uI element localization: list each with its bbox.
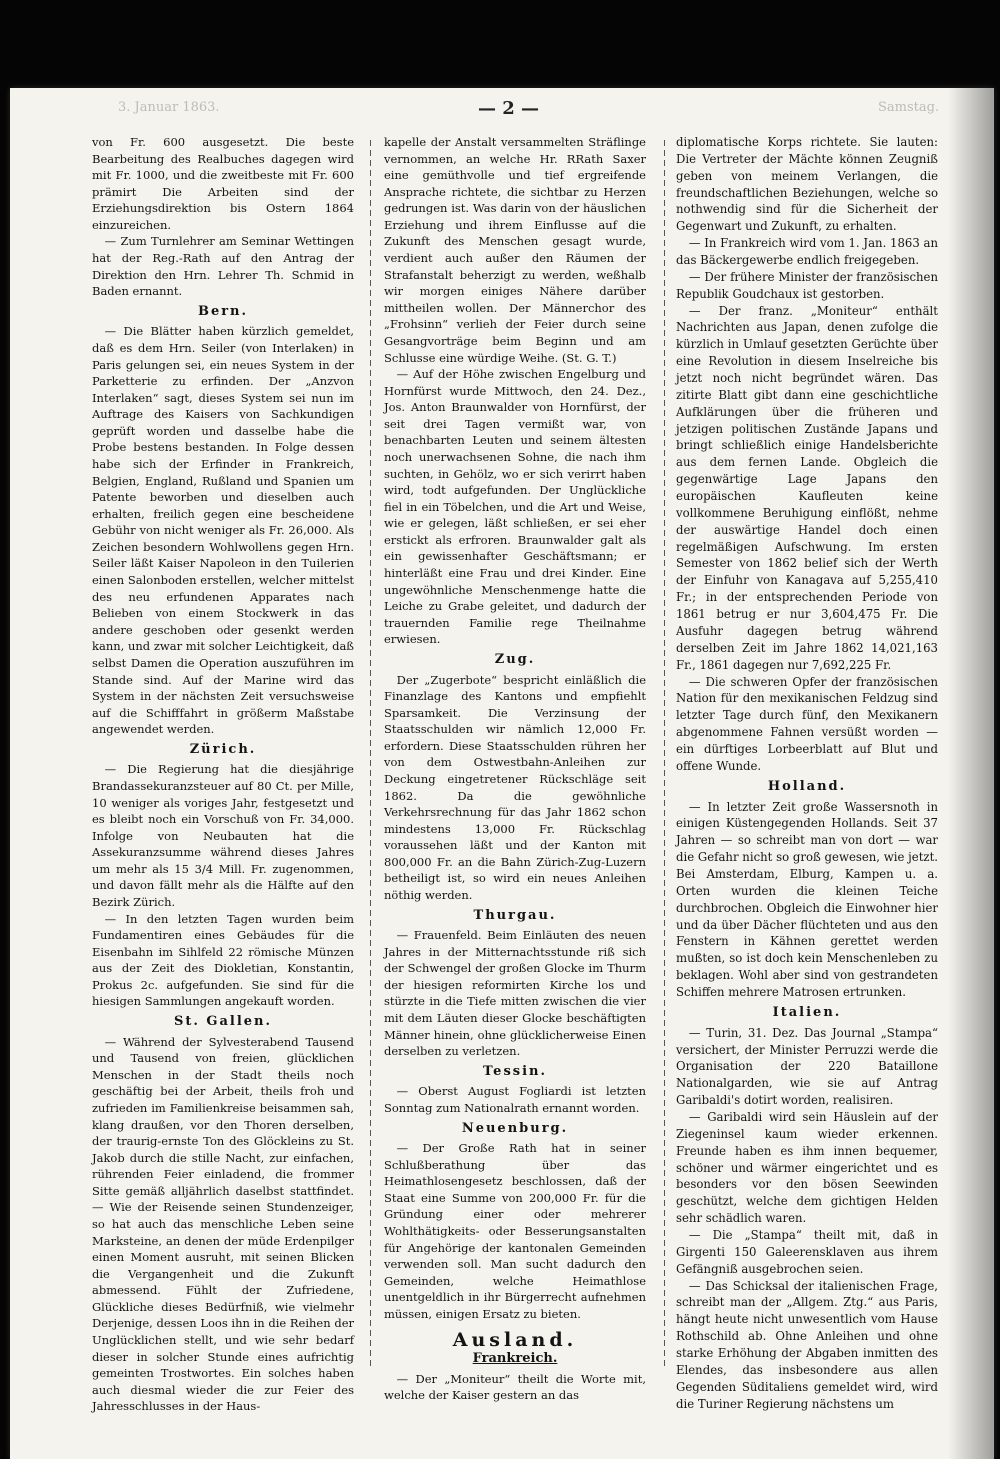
section-heading-st-gallen: St. Gallen. xyxy=(173,1014,273,1030)
section-heading-italien: Italien. xyxy=(772,1004,842,1020)
article-paragraph: — In Frankreich wird vom 1. Jan. 1863 an das Bäckergewerbe endlich freigegeben. xyxy=(676,236,938,268)
column-right xyxy=(676,134,938,1412)
article-paragraph: — Garibaldi wird sein Häuslein auf der Ziegeninsel kaum wieder erkennen. Freunde haben es ihm innen bequemer, schöner und wärmer eingerichtet und es besonders vor den bösen Seewinden geschützt, welche dem gichtigen Helden sehr schädlich waren. xyxy=(676,1109,938,1226)
section-heading-bern: Bern. xyxy=(197,303,249,319)
article-paragraph: — Die Blätter haben kürzlich gemeldet, daß es dem Hrn. Seiler (von Interlaken) in Paris gelungen sei, ein neues System in der Parketterie zu erfinden. Der „Anzvon Interlaken“ sagt, dieses System sei nun im Auftrage des Kaisers von Sachkundigen geprüft worden und dasselbe habe die Probe bestens bestanden. In Folge dessen habe sich der Erfinder in Frankreich, Belgien, England, Rußland und Spanien um Patente beworben und dieselben auch erhalten, freilich gegen eine bescheidene Gebühr von nicht weniger als Fr. 26,000. Als Zeichen besondern Wohlwollens gegen Hrn. Seiler läßt Kaiser Napoleon in den Tuilerien einen Salonboden erstellen, welcher mittelst des neu erfundenen Apparates nach Belieben von einem Stockwerk in das andere geschoben oder gesenkt werden kann, und zwar mit solcher Leichtigkeit, daß selbst Damen die Operation auszuführen im Stande sind. Auf der Marine wird das System in der nächsten Zeit versuchsweise auf die Schifffahrt in größerm Maßstabe angewendet werden. xyxy=(92,324,354,737)
running-day: Samstag. xyxy=(878,100,940,115)
article-paragraph: — Zum Turnlehrer am Seminar Wettingen hat der Reg.-Rath auf den Antrag der Direktion den Hrn. Lehrer Th. Schmid in Baden ernannt. xyxy=(92,234,354,299)
article-paragraph: — Die Regierung hat die diesjährige Brandassekuranzsteuer auf 80 Ct. per Mille, 10 weniger als voriges Jahr, festgesetzt und es bleibt noch ein Vorschuß von Fr. 34,000. Infolge von Neubauten hat die Assekuranzsumme während dieses Jahres um mehr als 15 3/4 Mill. Fr. zugenommen, und davon fällt mehr als die Hälfte auf den Bezirk Zürich. xyxy=(92,762,354,910)
article-paragraph: — Das Schicksal der italienischen Frage, schreibt man der „Allgem. Ztg.“ aus Paris, hängt heute nicht unwesentlich vom Hause Rothschild ab. Ohne Anleihen und ohne starke Erhöhung der Abgaben inmitten des Elendes, das insbesondere aus allen Gegenden Süditaliens gemeldet wird, wird die Turiner Regierung nächstens um xyxy=(676,1278,938,1411)
section-heading-tessin: Tessin. xyxy=(482,1063,547,1079)
article-paragraph: von Fr. 600 ausgesetzt. Die beste Bearbeitung des Realbuches dagegen wird mit Fr. 1000, und die zweitbeste mit Fr. 600 prämirt Die Arbeiten sind der Erziehungsdirektion bis Ostern 1864 einzureichen. xyxy=(92,135,354,232)
section-heading-zuerich: Zürich. xyxy=(189,741,257,757)
article-paragraph: — Der franz. „Moniteur“ enthält Nachrichten aus Japan, denen zufolge die kürzlich in Umlauf gesetzten Gerüchte über eine Revolution in diesem Inselreiche bis jetzt noch nicht begründet wären. Das zitirte Blatt gibt dann eine geschichtliche Aufklärungen über die früheren und jetzigen politischen Zustände Japans und bringt schließlich einige Handelsberichte aus dem fernen Lande. Obgleich die gegenwärtige Lage Japans den europäischen Kaufleuten keine vollkommene Beruhigung einflößt, nehme der auswärtige Handel doch einen regelmäßigen Aufschwung. Im ersten Semester von 1862 belief sich der Werth der Einfuhr von Kanagava auf 5,255,410 Fr.; in der entsprechenden Periode von 1861 betrug er nur 3,604,475 Fr. Die Ausfuhr dagegen betrug während derselben Zeit im Jahre 1862 14,021,163 Fr., 1861 dagegen nur 7,692,225 Fr. xyxy=(676,303,938,672)
page-edge-shadow xyxy=(948,88,994,1459)
section-heading-frankreich: Frankreich. xyxy=(472,1351,558,1367)
article-paragraph: — Oberst August Fogliardi ist letzten Sonntag zum Nationalrath ernannt worden. xyxy=(384,1084,646,1115)
section-heading-holland: Holland. xyxy=(767,778,847,794)
article-paragraph: — In den letzten Tagen wurden beim Fundamentiren eines Gebäudes für die Eisenbahn im Sihlfeld 22 römische Münzen aus der Zeit des Diokletian, Konstantin, Prokus 2c. aufgefunden. Sie sind für die hiesigen Sammlungen angekauft worden. xyxy=(92,911,354,1009)
article-paragraph: — Auf der Höhe zwischen Engelburg und Hornfürst wurde Mittwoch, den 24. Dez., Jos. Anton Braunwalder von Hornfürst, der seit drei Tagen vermißt war, von benachbarten Leuten und seinem ältesten noch unerwachsenen Sohne, die nach ihm suchten, in Gehölz, wo er sich verirrt haben wird, todt aufgefunden. Der Unglückliche fiel in ein Töbelchen, und die Art und Weise, wie er gelegen, läßt schließen, er sei eher erstickt als erfroren. Braunwalder galt als ein gewissenhafter Geschäftsmann; er hinterläßt eine Frau und drei Kinder. Eine ungewöhnliche Menschenmenge hatte die Leiche zu Grabe geleitet, und dadurch der trauernden Familie rege Theilnahme erwiesen. xyxy=(384,367,646,647)
column-left xyxy=(92,134,354,1415)
section-heading-ausland: Ausland. xyxy=(452,1329,578,1352)
article-paragraph: — Die „Stampa“ theilt mit, daß in Girgenti 150 Galeerensklaven aus ihrem Gefängniß ausgebrochen seien. xyxy=(676,1228,938,1276)
article-paragraph: — Die schweren Opfer der französischen Nation für den mexikanischen Feldzug sind letzter Tage durch fünf, den Mexikanern abgenommene Fahnen versüßt worden — ein dürftiges Lorbeerblatt auf Blut und offene Wunde. xyxy=(676,674,938,773)
article-paragraph: kapelle der Anstalt versammelten Sträflinge vernommen, an welche Hr. RRath Saxer eine gemüthvolle und tief ergreifende Ansprache richtete, die sichtbar zu Herzen gedrungen ist. Was darin von der häuslichen Erziehung und ihrem Einflusse auf die Zukunft des Menschen gesagt wurde, verdient auch außer den Räumen der Strafanstalt beherzigt zu werden, weßhalb wir morgen einiges Nähere darüber mittheilen wollen. Der Männerchor des „Frohsinn“ verlieh der Feier durch seine Gesangvorträge beim Beginn und am Schlusse eine würdige Weihe. (St. G. T.) xyxy=(384,135,646,365)
article-paragraph: — Turin, 31. Dez. Das Journal „Stampa“ versichert, der Minister Perruzzi werde die Organisation der 220 Bataillone Nationalgarden, wie sie auf Antrag Garibaldi's dotirt worden, realisiren. xyxy=(676,1025,938,1108)
column-rule xyxy=(664,140,665,1370)
page-number: — 2 — xyxy=(478,98,540,119)
article-paragraph: — Frauenfeld. Beim Einläuten des neuen Jahres in der Mitternachtsstunde riß sich der Schwengel der großen Glocke im Thurm der hiesigen reformirten Kirche los und stürzte in die Tiefe mitten zwischen die vier mit dem Läuten dieser Glocke beschäftigten Männer hinein, ohne glücklicherweise Einen derselben zu verletzen. xyxy=(384,928,646,1059)
article-paragraph: — Der „Moniteur“ theilt die Worte mit, welche der Kaiser gestern an das xyxy=(384,1371,646,1403)
article-paragraph: — In letzter Zeit große Wassersnoth in einigen Küstengegenden Hollands. Seit 37 Jahren — so schreibt man von dort — war die Gefahr nicht so groß gewesen, wie jetzt. Bei Amsterdam, Elburg, Kampen u. a. Orten wurden die kleinen Teiche durchbrochen. Obgleich die Einwohner hier und da über Dächer flüchteten und aus den Fenstern in Kähnen gerettet werden mußten, so ist doch kein Menschenleben zu beklagen. Wohl aber sind von gestrandeten Schiffen mehrere Matrosen ertrunken. xyxy=(676,799,938,999)
article-paragraph: Der „Zugerbote“ bespricht einläßlich die Finanzlage des Kantons und empfiehlt Sparsamkeit. Die Verzinsung der Staatsschulden wir nämlich 12,000 Fr. erfordern. Diese Staatsschulden rühren her von dem Ostwestbahn-Anleihen zur Deckung eingetretener Rückschläge seit 1862. Da die gewöhnliche Verkehrsrechnung für das Jahr 1862 schon mindestens 13,000 Fr. Rückschlag voraussehen läßt und der Kanton mit 800,000 Fr. an die Bahn Zürich-Zug-Luzern betheiligt ist, so wird ein neues Anleihen nöthig werden. xyxy=(384,672,646,903)
article-paragraph: — Der frühere Minister der französischen Republik Goudchaux ist gestorben. xyxy=(676,269,938,301)
section-heading-zug: Zug. xyxy=(494,651,536,667)
column-middle xyxy=(384,134,646,1404)
article-paragraph: — Während der Sylvesterabend Tausend und Tausend von freien, glücklichen Menschen in der Stadt theils noch geschäftig bei der Arbeit, theils froh und zufrieden im Familienkreise beisammen sah, klang draußen, vor den Thoren derselben, der traurig-ernste Ton des Glöckleins zu St. Jakob durch die stille Nacht, zur einfachen, rührenden Feier einladend, die frommer Sitte gemäß alljährlich daselbst stattfindet. — Wie der Reisende seinen Stundenzeiger, so hat auch das menschliche Leben seine Marksteine, an denen der müde Erdenpilger einen Moment ausruht, mit seinen Blicken die Vergangenheit und die Zukunft abmessend. Fühlt der Zufriedene, Glückliche dieses Bedürfniß, wie vielmehr Derjenige, dessen Loos ihn in die Reihen der Unglücklichen stellt, und wie sehr bedarf dieser in solcher Stunde eines aufrichtig gemeinten Trostwortes. Ein solches haben auch diesmal wieder die zur Feier des Jahresschlusses in der Haus- xyxy=(92,1034,354,1414)
running-date: 3. Januar 1863. xyxy=(118,100,220,115)
section-heading-thurgau: Thurgau. xyxy=(473,907,557,923)
article-paragraph: — Der Große Rath hat in seiner Schlußberathung über das Heimathlosengesetz beschlossen, daß der Staat eine Summe von 200,000 Fr. für die Gründung einer oder mehrerer Wohlthätigkeits- oder Besserungsanstalten für Angehörige der kantonalen Gemeinden verwenden soll. Man sucht dadurch den Gemeinden, welche Heimathlose unentgeldlich in ihr Bürgerrecht aufnehmen müssen, einigen Ersatz zu bieten. xyxy=(384,1141,646,1321)
article-paragraph: diplomatische Korps richtete. Sie lauten: Die Vertreter der Mächte können Zeugniß geben von meinem Verlangen, die freundschaftlichen Beziehungen, welche so nothwendig sind für die Sicherheit der Gegenwart und Zukunft, zu erhalten. xyxy=(676,135,938,234)
column-rule xyxy=(370,140,371,1370)
section-heading-neuenburg: Neuenburg. xyxy=(461,1120,569,1136)
